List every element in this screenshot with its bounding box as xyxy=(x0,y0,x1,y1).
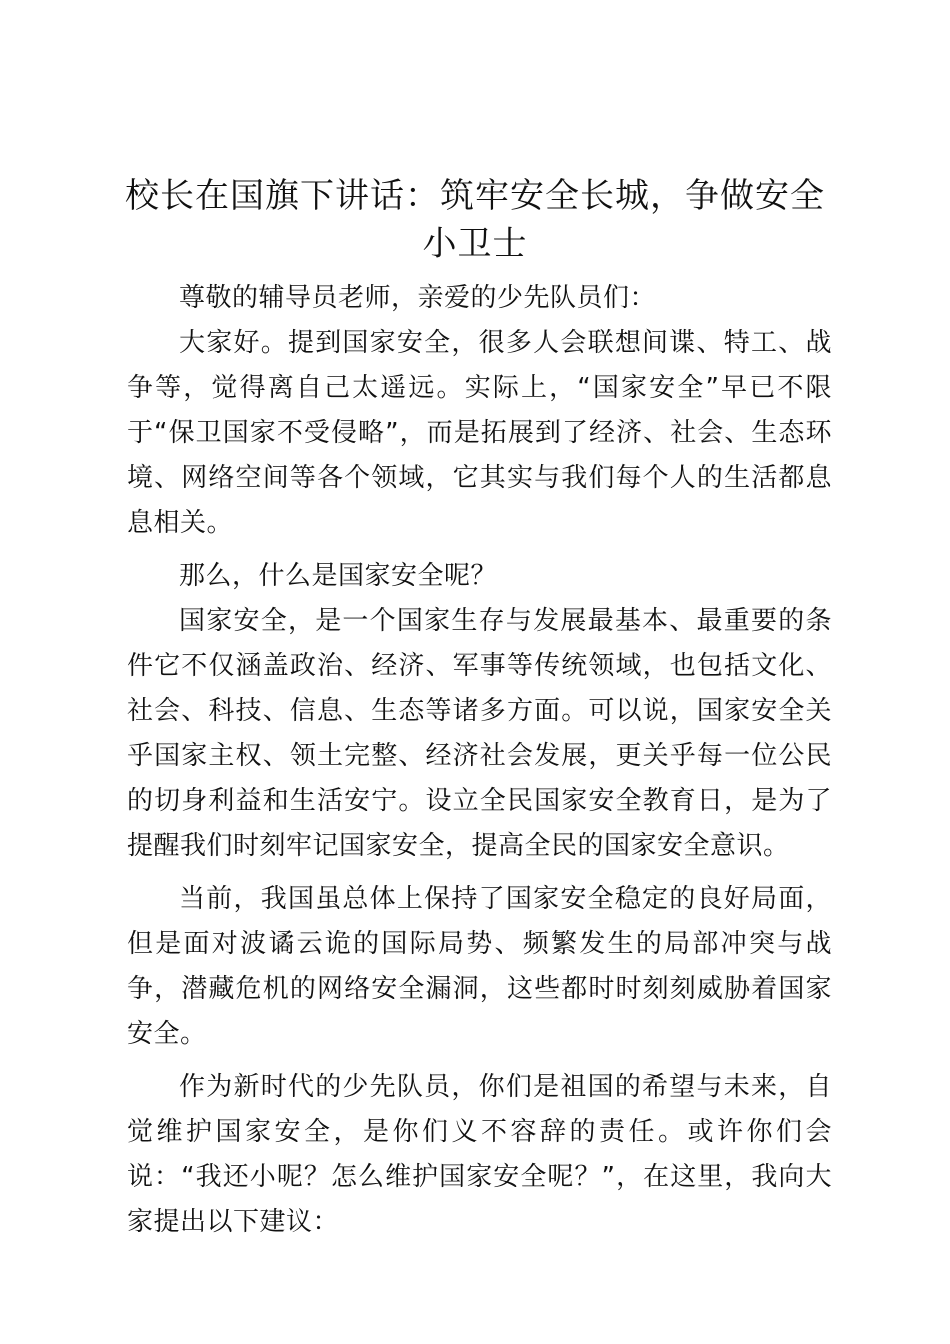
paragraph-question: 那么，什么是国家安全呢？ xyxy=(179,561,498,591)
paragraph-current-situation: 当前，我国虽总体上保持了国家安全稳定的良好局面，但是面对波谲云诡的国际局势、频繁发生的局部冲突与战争，潜藏危机的网络安全漏洞，这些都时时刻刻威胁着国家安全。 xyxy=(127,884,832,1049)
document-title: 校长在国旗下讲话：筑牢安全长城，争做安全小卫士 xyxy=(125,176,825,264)
paragraph-intro: 大家好。提到国家安全，很多人会联想间谍、特工、战争等，觉得离自己太遥远。实际上，“国家安全”早已不限于“保卫国家不受侵略”，而是拓展到了经济、社会、生态环境、网络空间等各个领域，它其实与我们每个人的生活都息息相关。 xyxy=(127,328,832,538)
paragraph-greeting: 尊敬的辅导员老师，亲爱的少先队员们： xyxy=(179,283,657,313)
document-body xyxy=(127,276,832,1253)
paragraph-definition: 国家安全，是一个国家生存与发展最基本、最重要的条件它不仅涵盖政治、经济、军事等传统领域，也包括文化、社会、科技、信息、生态等诸多方面。可以说，国家安全关乎国家主权、领土完整、经济社会发展，更关乎每一位公民的切身利益和生活安宁。设立全民国家安全教育日，是为了提醒我们时刻牢记国家安全，提高全民的国家安全意识。 xyxy=(127,606,832,861)
paragraph-call-to-action: 作为新时代的少先队员，你们是祖国的希望与未来，自觉维护国家安全，是你们义不容辞的责任。或许你们会说：“我还小呢？怎么维护国家安全呢？”，在这里，我向大家提出以下建议： xyxy=(127,1072,832,1237)
